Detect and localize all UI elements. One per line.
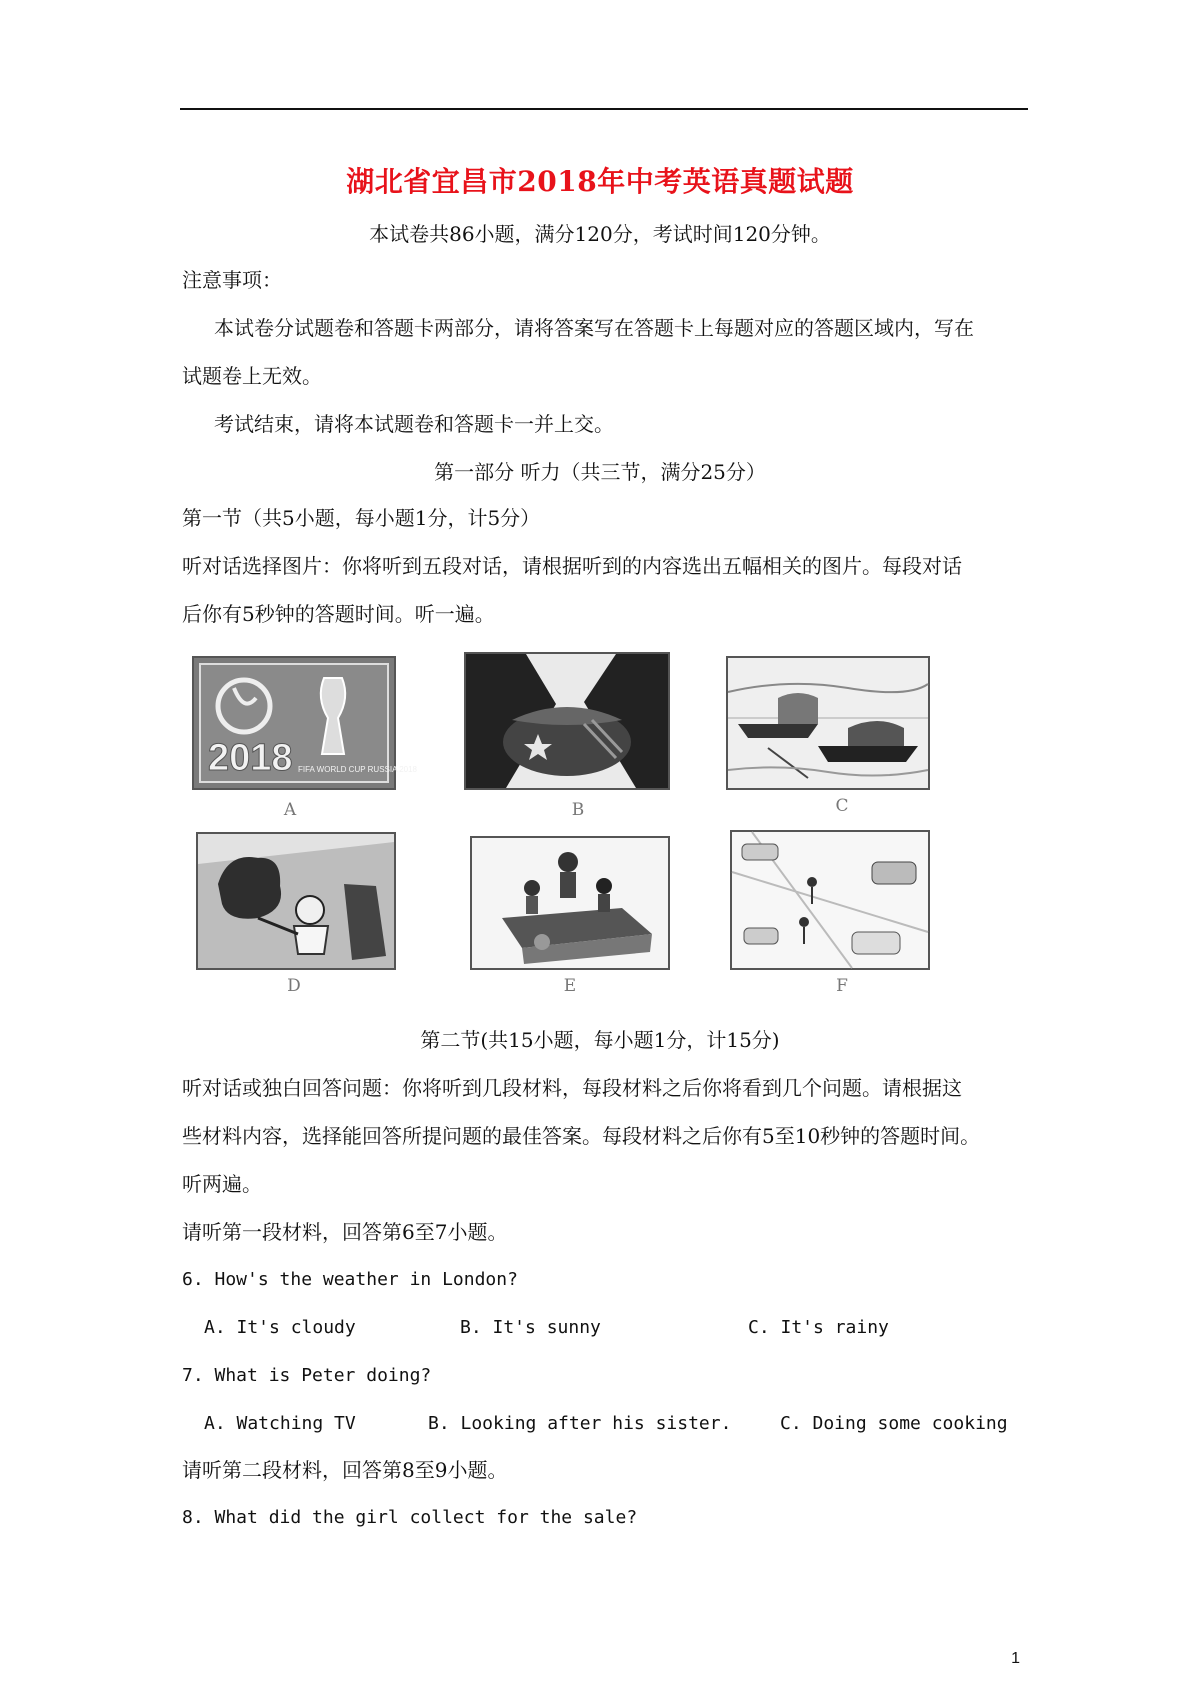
picture-d bbox=[196, 832, 396, 970]
picture-a-label: A bbox=[283, 800, 297, 820]
section-2-heading: 第二节(共15小题，每小题1分，计15分) bbox=[420, 1028, 780, 1052]
picture-c-label: C bbox=[835, 796, 849, 816]
logo-russia-text: FIFA WORLD CUP RUSSIA 2018 bbox=[298, 765, 418, 774]
picture-f-label: F bbox=[836, 976, 848, 996]
page-number: 1 bbox=[1011, 1650, 1020, 1667]
world-cup-logo-image bbox=[194, 658, 418, 788]
question-6-stem: 6. How's the weather in London? bbox=[182, 1269, 518, 1290]
logo-2018-text: 2018 bbox=[208, 737, 293, 779]
page-title: 湖北省宜昌市2018年中考英语真题试题 bbox=[346, 165, 854, 198]
picture-f bbox=[730, 830, 930, 970]
picture-a bbox=[192, 656, 418, 790]
question-6-option-a: A. It's cloudy bbox=[204, 1317, 356, 1338]
note-1-line-2: 试题卷上无效。 bbox=[182, 364, 322, 388]
notes-heading: 注意事项： bbox=[182, 268, 282, 292]
picture-e-label: E bbox=[563, 976, 577, 996]
part-1-heading: 第一部分 听力（共三节，满分25分） bbox=[434, 460, 766, 484]
picture-c bbox=[726, 656, 930, 790]
section-2-instruction-line-3: 听两遍。 bbox=[182, 1172, 262, 1196]
question-8-stem: 8. What did the girl collect for the sale? bbox=[182, 1507, 638, 1528]
section-1-instruction-line-2: 后你有5秒钟的答题时间。听一遍。 bbox=[182, 602, 495, 626]
question-7-option-c: C. Doing some cooking bbox=[780, 1413, 1008, 1434]
picture-d-label: D bbox=[287, 976, 301, 996]
handshake-flags-image bbox=[466, 654, 668, 788]
picture-b bbox=[464, 652, 670, 790]
exam-info: 本试卷共86小题，满分120分，考试时间120分钟。 bbox=[369, 222, 831, 246]
header-rule bbox=[180, 108, 1028, 110]
pollution-cartoon-image bbox=[198, 834, 394, 968]
note-2: 考试结束，请将本试题卷和答题卡一并上交。 bbox=[214, 412, 614, 436]
street-traffic-image bbox=[732, 832, 928, 968]
section-2-instruction-line-1: 听对话或独白回答问题：你将听到几段材料，每段材料之后你将看到几个问题。请根据这 bbox=[182, 1076, 962, 1100]
question-7-option-b: B. Looking after his sister. bbox=[428, 1413, 732, 1434]
picture-b-label: B bbox=[571, 800, 585, 820]
question-6-option-c: C. It's rainy bbox=[748, 1317, 889, 1338]
material-2-instruction: 请听第二段材料，回答第8至9小题。 bbox=[182, 1458, 508, 1482]
section-1-heading: 第一节（共5小题，每小题1分，计5分） bbox=[182, 506, 541, 530]
question-7-option-a: A. Watching TV bbox=[204, 1413, 356, 1434]
section-1-instruction-line-1: 听对话选择图片：你将听到五段对话，请根据听到的内容选出五幅相关的图片。每段对话 bbox=[182, 554, 962, 578]
picture-e bbox=[470, 836, 670, 970]
material-1-instruction: 请听第一段材料，回答第6至7小题。 bbox=[182, 1220, 508, 1244]
section-2-instruction-line-2: 些材料内容，选择能回答所提问题的最佳答案。每段材料之后你有5至10秒钟的答题时间。 bbox=[182, 1124, 981, 1148]
children-on-books-image bbox=[472, 838, 668, 968]
note-1-line-1: 本试卷分试题卷和答题卡两部分，请将答案写在答题卡上每题对应的答题区域内，写在 bbox=[214, 316, 974, 340]
question-7-stem: 7. What is Peter doing? bbox=[182, 1365, 432, 1386]
boats-river-image bbox=[728, 658, 928, 788]
question-6-option-b: B. It's sunny bbox=[460, 1317, 601, 1338]
